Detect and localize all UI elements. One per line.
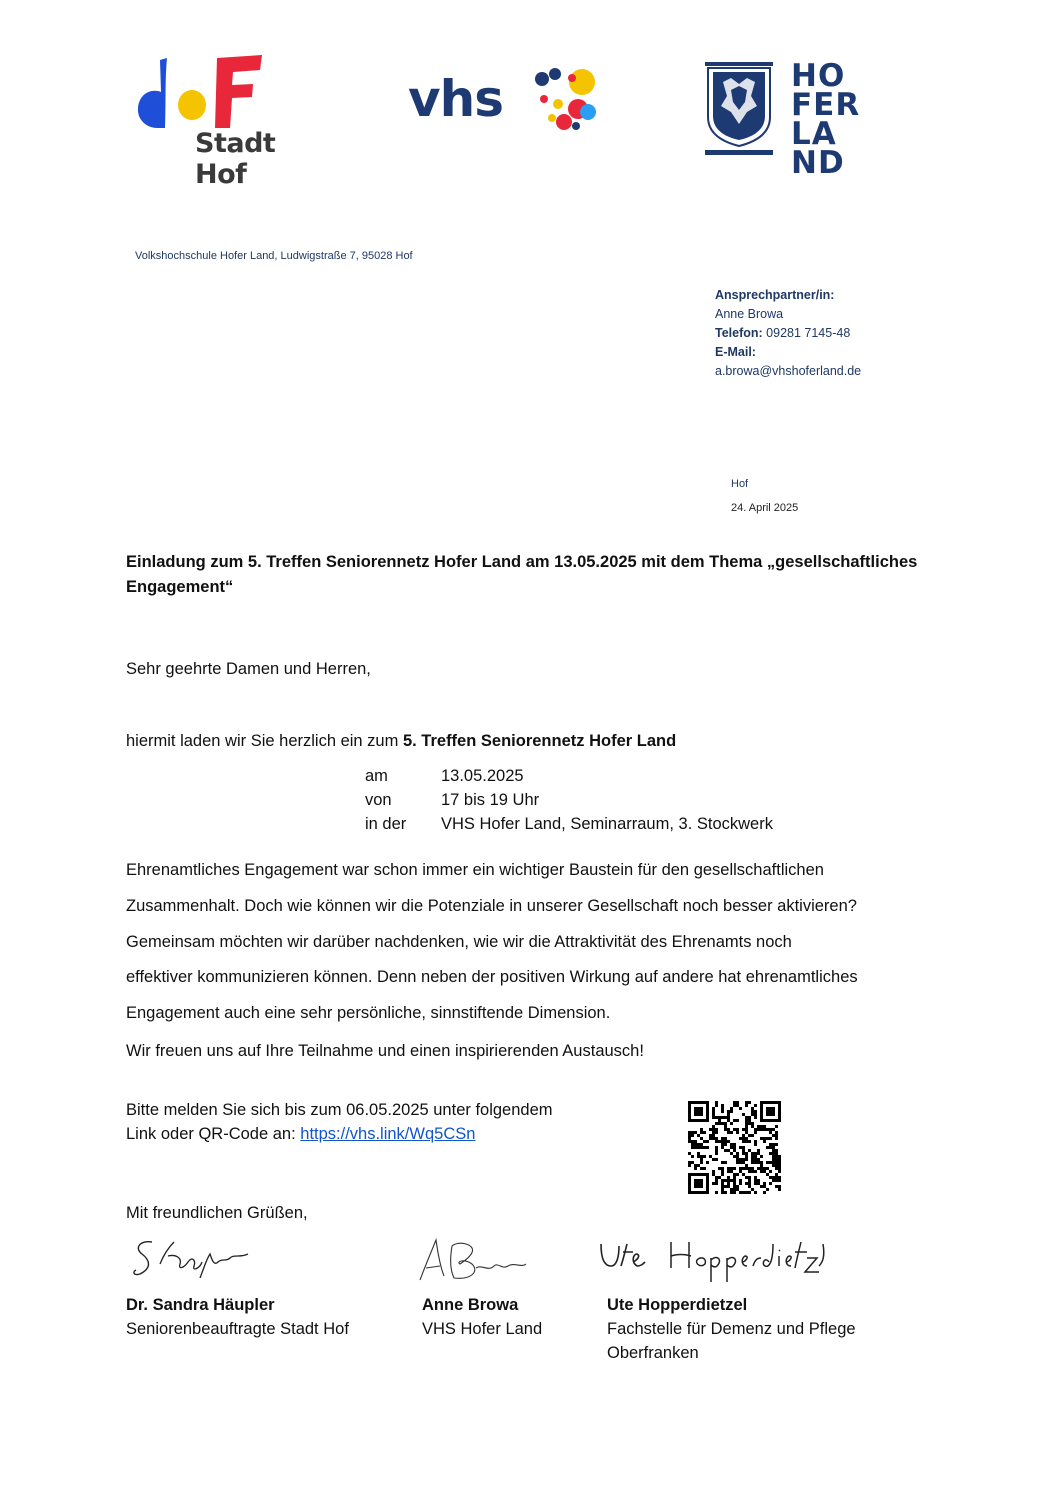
registration-link[interactable]: https://vhs.link/Wq5CSn: [300, 1125, 476, 1143]
hofer-land-wordmark: [791, 58, 861, 181]
registration-line: Bitte melden Sie sich bis zum 06.05.2025 unter folgendem: [126, 1101, 553, 1119]
paragraph-line: effektiver kommunizieren können. Denn neben der positiven Wirkung auf andere hat ehrenamtliches: [126, 968, 858, 987]
intro-line: [126, 729, 676, 753]
stadt-hof-wordmark: Stadt Hof: [195, 128, 276, 190]
signature-block-2: [422, 1293, 542, 1341]
detail-label: am: [365, 767, 388, 785]
contact-label: Ansprechpartner/in:: [715, 288, 835, 302]
event-details: [365, 764, 773, 836]
detail-value: VHS Hofer Land, Seminarraum, 3. Stockwerk: [441, 815, 773, 833]
signatory-role: Seniorenbeauftragte Stadt Hof: [126, 1320, 349, 1338]
paragraph-line: Ehrenamtliches Engagement war schon immer ein wichtiger Baustein für den gesellschaftlichen: [126, 861, 824, 879]
closing-line: Wir freuen uns auf Ihre Teilnahme und einen inspirierenden Austausch!: [126, 1042, 644, 1060]
qr-code[interactable]: [688, 1101, 781, 1199]
phone-number: 09281 7145-48: [762, 326, 851, 340]
detail-row-location: [365, 812, 773, 836]
detail-label: von: [365, 791, 392, 809]
signatory-name: Anne Browa: [422, 1296, 519, 1314]
salutation: Sehr geehrte Damen und Herren,: [126, 660, 371, 678]
logo-hofer-land: [705, 58, 865, 181]
sender-line: Volkshochschule Hofer Land, Ludwigstraße 7, 95028 Hof: [135, 250, 413, 262]
paragraph-line: Zusammenhalt. Doch wie können wir die Potenziale in unserer Gesellschaft noch besser aktivieren?: [126, 896, 857, 915]
subject-line: Einladung zum 5. Treffen Seniorennetz Hofer Land am 13.05.2025 mit dem Thema „gesellschaftliches Engagement“: [126, 553, 918, 596]
hofer-land-line: LA: [791, 116, 837, 152]
registration-line: Link oder QR-Code an:: [126, 1125, 301, 1143]
signatory-name: Ute Hopperdietzel: [607, 1296, 748, 1314]
detail-value: 17 bis 19 Uhr: [441, 791, 540, 809]
letter-date: 24. April 2025: [731, 502, 799, 514]
body-paragraph: [126, 853, 956, 1032]
hofer-land-crest-icon: [705, 62, 775, 157]
signatory-role: Oberfranken: [607, 1344, 699, 1362]
detail-row-date: [365, 764, 773, 788]
phone-label: Telefon:: [715, 326, 763, 340]
contact-name: Anne Browa: [715, 307, 784, 321]
signatory-role: VHS Hofer Land: [422, 1320, 543, 1338]
stadt-hof-mark-icon: [135, 50, 265, 135]
vhs-wordmark: vhs: [408, 70, 503, 128]
intro-text: hiermit laden wir Sie herzlich ein zum: [126, 732, 403, 750]
hofer-land-line: ND: [791, 145, 845, 181]
hofer-land-line: HO: [791, 58, 846, 94]
signature-browa-icon: [410, 1234, 530, 1286]
email-label: E-Mail:: [715, 345, 756, 359]
paragraph-line: Gemeinsam möchten wir darüber nachdenken, wie wir die Attraktivität des Ehrenamts noch: [126, 932, 792, 951]
logo-stadt-hof: [135, 50, 335, 190]
detail-value: 13.05.2025: [441, 767, 524, 785]
vhs-dots-icon: [530, 64, 600, 134]
signature-block-1: [126, 1293, 349, 1341]
detail-label: in der: [365, 815, 407, 833]
signature-haeupler-icon: [130, 1234, 260, 1282]
detail-row-time: [365, 788, 773, 812]
intro-bold: 5. Treffen Seniorennetz Hofer Land: [402, 732, 677, 750]
signatory-role: Fachstelle für Demenz und Pflege: [607, 1320, 856, 1338]
hofer-land-line: FER: [791, 87, 861, 123]
signature-hopperdietzel-icon: [597, 1238, 827, 1284]
registration-block: [126, 1098, 553, 1146]
signatory-name: Dr. Sandra Häupler: [126, 1296, 275, 1314]
place: Hof: [731, 478, 749, 490]
logo-vhs: [408, 62, 608, 142]
qr-code-icon: [688, 1101, 781, 1194]
signature-block-3: [607, 1293, 856, 1365]
email-address[interactable]: a.browa@vhshoferland.de: [715, 364, 862, 378]
contact-block: [715, 286, 861, 381]
greeting: Mit freundlichen Grüßen,: [126, 1204, 308, 1222]
paragraph-line: Engagement auch eine sehr persönliche, sinnstiftende Dimension.: [126, 1004, 611, 1023]
